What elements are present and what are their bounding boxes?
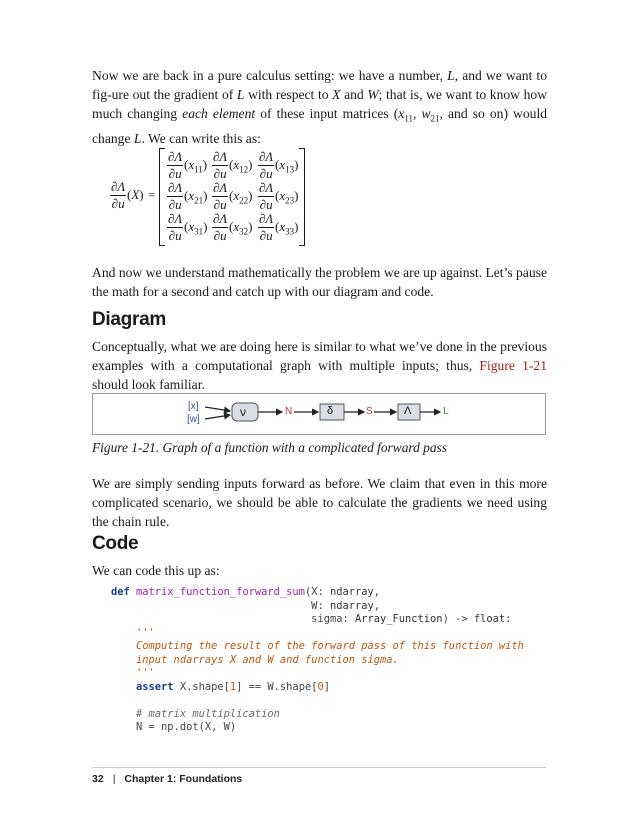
text-run: ; that is, we want to know how much changing <box>92 87 548 121</box>
footer-rule <box>92 767 546 768</box>
code-token: ] <box>323 680 330 693</box>
input-label-w: [w] <box>187 414 200 425</box>
intermediate-label-s: S <box>366 406 373 417</box>
code-token: , <box>373 599 381 612</box>
code-token: ''' <box>111 626 155 639</box>
code-token: : <box>505 613 512 625</box>
text-run: and <box>340 87 368 102</box>
text-run: of these input matrices ( <box>255 106 399 121</box>
matrix-cell-fraction: ∂Λ ∂u <box>259 180 274 212</box>
chain-rule-paragraph: We are simply sending inputs forward as before. We claim that even in this more complicated scenario, we should be able to calculate the gradients we need using the chain rule. <box>92 476 547 529</box>
var-x: x <box>398 106 405 121</box>
var-w: w <box>421 106 431 121</box>
section-heading-diagram: Diagram <box>92 309 166 330</box>
matrix-cell-arg: $(x_{12})$ <box>229 157 253 175</box>
code-token: ndarray <box>329 599 374 612</box>
code-token: # matrix multiplication <box>111 707 280 720</box>
code-line <box>111 640 524 654</box>
code-token: matrix_function_forward_sum <box>136 586 305 598</box>
code-line <box>111 681 524 695</box>
matrix-cell-fraction: ∂Λ ∂u <box>168 180 183 212</box>
page-number: 32 <box>92 773 104 785</box>
code-intro-paragraph: We can code this up as: <box>92 563 220 578</box>
code-line <box>111 708 524 722</box>
equals-sign: = <box>148 187 156 202</box>
matrix-cell-arg: $(x_{21})$ <box>184 188 208 206</box>
code-token: W: <box>111 599 330 612</box>
code-line <box>111 600 524 614</box>
text-run: , and we want to fig-ure out the gradient of <box>92 68 547 102</box>
code-token: , <box>373 586 381 598</box>
text-run: with respect to <box>244 87 333 102</box>
figure-caption: Figure 1-21. Graph of a function with a complicated forward pass <box>92 440 447 455</box>
page-footer <box>92 773 242 785</box>
matrix-cell-fraction: ∂Λ ∂u <box>259 211 274 243</box>
transition-paragraph: And now we understand mathematically the problem we are up against. Let’s pause the math for a second and catch up with our diagram and code. <box>92 265 547 299</box>
matrix-cell-arg: $(x_{23})$ <box>275 188 299 206</box>
text-run: Now we are back in a pure calculus setting: we have a number, <box>92 68 448 83</box>
code-token: def <box>111 586 137 598</box>
code-line <box>111 667 524 681</box>
code-token: ndarray <box>329 586 374 598</box>
section-heading-code: Code <box>92 533 139 554</box>
code-line <box>111 586 524 600</box>
code-token: X.shape[ <box>179 680 230 693</box>
intermediate-label-n: N <box>285 406 293 417</box>
var-x: X <box>332 87 341 102</box>
code-token: float <box>473 613 506 625</box>
code-token: Array_Function <box>354 613 443 625</box>
var-w: W <box>367 87 379 102</box>
matrix-cell-fraction: ∂Λ ∂u <box>168 211 183 243</box>
code-token: input ndarrays X and W and function sigma. <box>111 653 399 666</box>
node-lambda-label: Λ <box>404 405 412 417</box>
edge-x <box>205 407 230 411</box>
matrix-cell-arg: $(x_{22})$ <box>229 188 253 206</box>
matrix-cell-fraction: ∂Λ ∂u <box>213 149 228 181</box>
code-line <box>111 654 524 668</box>
matrix-cell-arg: $(x_{32})$ <box>229 219 253 237</box>
var-l: L <box>133 130 142 146</box>
edge-w <box>205 415 230 419</box>
code-line <box>111 613 524 627</box>
matrix-cell-fraction: ∂Λ ∂u <box>259 149 274 181</box>
text-run: should look familiar. <box>92 377 205 392</box>
emphasis: each element <box>182 106 256 121</box>
code-token: 0 <box>317 680 324 693</box>
node-nu-label: ν <box>240 405 246 419</box>
var-l: L <box>236 87 245 102</box>
code-token: assert <box>111 680 180 693</box>
code-token: (X: <box>304 586 330 598</box>
code-token: ''' <box>111 667 155 679</box>
footer-separator: | <box>112 773 116 785</box>
input-label-x: [x] <box>188 401 199 412</box>
code-line <box>111 627 524 641</box>
matrix-cell-arg: $(x_{33})$ <box>275 219 299 237</box>
text-run: . We can write this as: <box>141 130 261 146</box>
figure-link[interactable]: Figure 1-21 <box>479 358 547 373</box>
matrix-cell-fraction: ∂Λ ∂u <box>213 211 228 243</box>
code-token: ] == W.shape[ <box>236 680 318 693</box>
matrix-cell-fraction: ∂Λ ∂u <box>213 180 228 212</box>
matrix-cell-arg: $(x_{11})$ <box>184 157 208 175</box>
lhs-argument: (X) <box>127 187 144 202</box>
matrix-cell-arg: $(x_{13})$ <box>275 157 299 175</box>
code-token: sigma: <box>111 613 355 625</box>
subscript: 21 <box>430 113 440 124</box>
denominator: ∂u <box>111 196 125 211</box>
matrix-cell-arg: $(x_{31})$ <box>184 219 208 237</box>
subscript: 11 <box>404 113 413 124</box>
code-token: Computing the result of the forward pass of this function with <box>111 640 524 652</box>
code-token: N = np.dot(X, W) <box>111 721 237 733</box>
matrix-cell-fraction: ∂Λ ∂u <box>168 149 183 181</box>
text-run: , <box>413 106 422 121</box>
numerator: ∂Λ <box>111 179 126 194</box>
code-token: 1 <box>229 680 237 693</box>
chapter-title: Chapter 1: Foundations <box>124 773 243 785</box>
node-delta-label: δ <box>327 405 334 417</box>
text-run: Conceptually, what we are doing here is similar to what we’ve done in the previous examples with a computational graph with multiple inputs; thus, <box>92 339 547 373</box>
code-line <box>111 721 524 735</box>
code-token: ) -> <box>442 613 474 625</box>
text-run: , and so on) would change <box>92 106 548 146</box>
output-label-l: L <box>443 406 449 417</box>
var-l: L <box>447 68 455 83</box>
code-line <box>111 694 524 708</box>
code-listing <box>111 586 524 735</box>
